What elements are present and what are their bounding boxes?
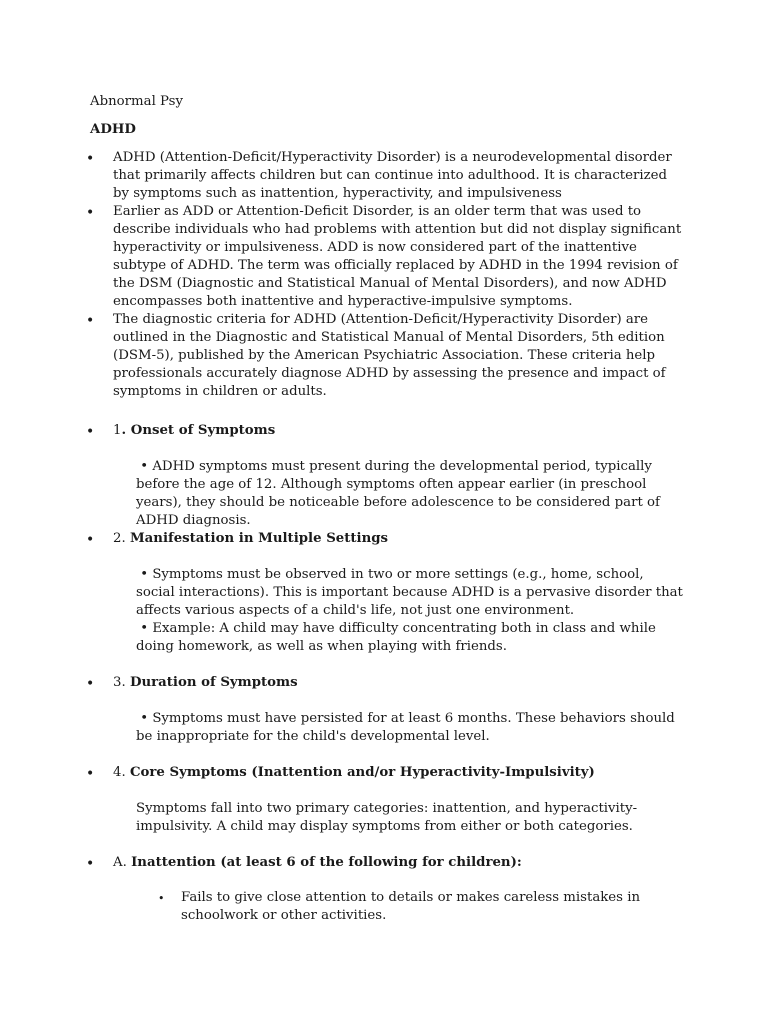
criterion-2-detail-1: • Symptoms must be observed in two or more settings (e.g., home, school, social interactions). This is important because ADHD is a pervasive disorder that affects various aspects of a child's life, not just one environment. bbox=[136, 567, 683, 618]
sub-bullet-icon: • bbox=[140, 711, 149, 726]
criterion-1-heading bbox=[113, 422, 683, 440]
criterion-number-suffix: . bbox=[121, 531, 130, 546]
criterion-number-suffix: . bbox=[121, 423, 131, 438]
criterion-number: 4 bbox=[113, 765, 122, 780]
criterion-number-suffix: . bbox=[121, 675, 130, 690]
bullet-icon: • bbox=[86, 856, 95, 872]
criterion-3-heading bbox=[113, 674, 683, 692]
inattention-item-1: Fails to give close attention to details or makes careless mistakes in schoolwork or other activities. bbox=[181, 890, 641, 923]
criterion-3-detail: • Symptoms must have persisted for at least 6 months. These behaviors should be inappropriate for the child's developmental level. bbox=[136, 711, 675, 744]
bullet-icon: • bbox=[86, 766, 95, 782]
bullet-icon: • bbox=[86, 676, 95, 692]
criterion-number: 1 bbox=[113, 423, 122, 438]
bullet-icon: • bbox=[86, 532, 95, 548]
criterion-number: 3 bbox=[113, 675, 122, 690]
criterion-title: Onset of Symptoms bbox=[130, 423, 276, 438]
criterion-title: Core Symptoms (Inattention and/or Hyperactivity-Impulsivity) bbox=[129, 765, 595, 780]
small-bullet-icon: • bbox=[158, 892, 165, 905]
criterion-a-heading bbox=[113, 854, 683, 872]
sub-bullet-icon: • bbox=[140, 567, 149, 582]
intro-paragraph-1: ADHD (Attention-Deficit/Hyperactivity Disorder) is a neurodevelopmental disorder that primarily affects children but can continue into adulthood. It is characterized by symptoms such as inattention, hyperactivity, and impulsiveness bbox=[113, 150, 672, 201]
intro-paragraph-3: The diagnostic criteria for ADHD (Attention-Deficit/Hyperactivity Disorder) are outlined in the Diagnostic and Statistical Manual of Mental Disorders, 5th edition (DSM-5), published by the American Psychiatric Association. These criteria help professionals accurately diagnose ADHD by assessing the presence and impact of symptoms in children or adults. bbox=[113, 312, 666, 399]
criterion-4-heading bbox=[113, 764, 683, 782]
criterion-number-suffix: . bbox=[122, 855, 132, 870]
bullet-icon: • bbox=[86, 313, 95, 329]
section-heading: ADHD bbox=[90, 122, 136, 137]
criterion-title: Manifestation in Multiple Settings bbox=[129, 531, 389, 546]
sub-bullet-icon: • bbox=[140, 621, 149, 636]
criterion-4-paragraph: Symptoms fall into two primary categories: inattention, and hyperactivity-impulsivity. A child may display symptoms from either or both categories. bbox=[136, 801, 638, 834]
criterion-2-detail-2: • Example: A child may have difficulty concentrating both in class and while doing homework, as well as when playing with friends. bbox=[136, 621, 656, 654]
intro-paragraph-2: Earlier as ADD or Attention-Deficit Disorder, is an older term that was used to describe individuals who had problems with attention but did not display significant hyperactivity or impulsiveness. ADD is now considered part of the inattentive subtype of ADHD. The term was officially replaced by ADHD in the 1994 revision of the DSM (Diagnostic and Statistical Manual of Mental Disorders), and now ADHD encompasses both inattentive and hyperactive-impulsive symptoms. bbox=[113, 204, 682, 309]
criterion-letter: A bbox=[113, 855, 123, 870]
bullet-icon: • bbox=[86, 205, 95, 221]
course-title: Abnormal Psy bbox=[90, 94, 183, 109]
criterion-number: 2 bbox=[113, 531, 122, 546]
criterion-1-detail: • ADHD symptoms must present during the developmental period, typically before the age of 12. Although symptoms often appear earlier (in preschool years), they should be noticeable before adolescence to be considered part of ADHD diagnosis. bbox=[136, 459, 660, 528]
sub-bullet-icon: • bbox=[140, 459, 149, 474]
bullet-icon: • bbox=[86, 424, 95, 440]
criterion-2-heading bbox=[113, 530, 683, 548]
criterion-title: Duration of Symptoms bbox=[129, 675, 298, 690]
bullet-icon: • bbox=[86, 151, 95, 167]
criterion-number-suffix: . bbox=[121, 765, 130, 780]
criterion-title: Inattention (at least 6 of the following for children): bbox=[131, 855, 522, 870]
